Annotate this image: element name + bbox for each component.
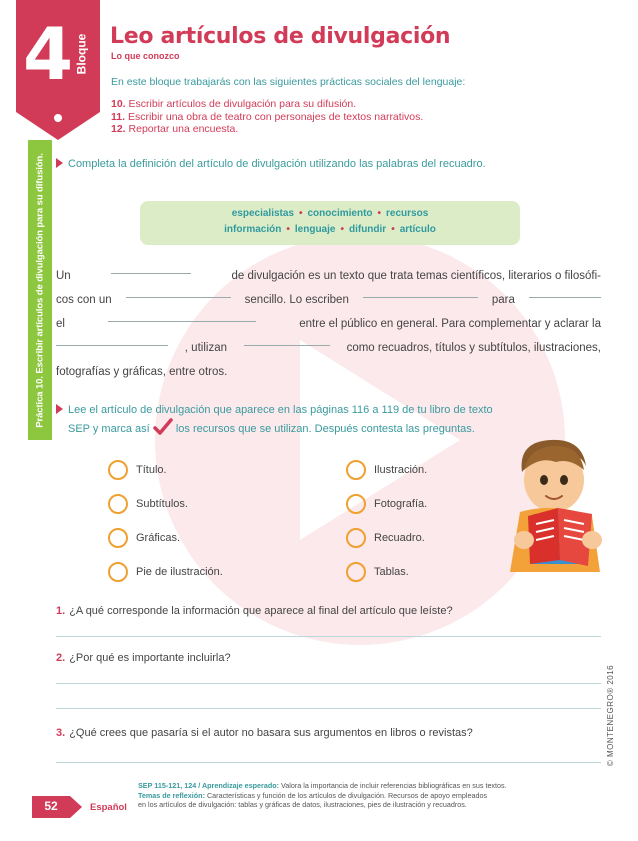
question-3: 3. ¿Qué crees que pasaría si el autor no basara sus argumentos en libros o revistas?: [56, 727, 473, 739]
checkbox-circle[interactable]: [108, 460, 128, 480]
check-option[interactable]: Pie de ilustración.: [108, 562, 223, 582]
word: recursos: [386, 208, 429, 219]
copyright-notice: © MONTENEGRO® 2016: [606, 664, 616, 766]
footer-note: SEP 115-121, 124 / Aprendizaje esperado: Valora la importancia de incluir referencias bibliográficas en sus textos. Temas de reflexión: Características y función de los artículos de divulgación. Recursos de apoyo empleados en los artículos de divulgación: tablas y gráficas de datos, ilustraciones, pies de ilustración y recuadros.: [138, 781, 507, 809]
check-option[interactable]: Recuadro.: [346, 528, 425, 548]
answer-line[interactable]: [56, 762, 601, 763]
check-option[interactable]: Título.: [108, 460, 167, 480]
blank-field[interactable]: [126, 288, 231, 298]
word: artículo: [399, 224, 436, 235]
page-title: Leo artículos de divulgación: [110, 24, 451, 49]
block-number: 4: [22, 12, 74, 96]
check-option[interactable]: Fotografía.: [346, 494, 427, 514]
blank-field[interactable]: [56, 336, 168, 346]
checkbox-circle[interactable]: [108, 528, 128, 548]
block-word: Bloque: [74, 33, 89, 75]
blank-field[interactable]: [529, 288, 601, 298]
check-option[interactable]: Subtítulos.: [108, 494, 188, 514]
checkbox-circle[interactable]: [346, 528, 366, 548]
practices-list: [111, 98, 423, 136]
checkbox-circle[interactable]: [346, 460, 366, 480]
blank-field[interactable]: [363, 288, 478, 298]
question-1: 1. ¿A qué corresponde la información que aparece al final del artículo que leíste?: [56, 605, 453, 617]
checkbox-circle[interactable]: [346, 562, 366, 582]
instruction-2: Lee el artículo de divulgación que aparece en las páginas 116 a 119 de tu libro de texto SEP y marca así los recursos que se utilizan. Después contesta las preguntas.: [56, 403, 616, 437]
page-number: 52: [44, 799, 58, 813]
word: información: [224, 224, 282, 235]
check-option[interactable]: Ilustración.: [346, 460, 427, 480]
instruction-1: Completa la definición del artículo de divulgación utilizando las palabras del recuadro.: [56, 157, 486, 172]
word: especialistas: [231, 208, 294, 219]
word-box: especialistas • conocimiento • recursos información • lenguaje • difundir • artículo: [140, 201, 520, 245]
blank-field[interactable]: [244, 336, 330, 346]
practice-item: 10. Escribir artículos de divulgación para su difusión.: [111, 98, 357, 110]
answer-line[interactable]: [56, 683, 601, 684]
checkbox-circle[interactable]: [108, 562, 128, 582]
checkmark-icon: [153, 418, 173, 436]
word: conocimiento: [307, 208, 373, 219]
subject-label: Español: [90, 802, 127, 813]
checkbox-circle[interactable]: [346, 494, 366, 514]
answer-line[interactable]: [56, 636, 601, 637]
check-option[interactable]: Tablas.: [346, 562, 409, 582]
practice-item: 12. Reportar una encuesta.: [111, 123, 239, 135]
blank-field[interactable]: [111, 264, 191, 274]
arrow-right-icon: [56, 158, 63, 168]
arrow-right-icon: [56, 404, 63, 414]
practice-item: 11. Escribir una obra de teatro con personajes de textos narrativos.: [111, 110, 424, 123]
blank-field[interactable]: [108, 312, 256, 322]
answer-line[interactable]: [56, 708, 601, 709]
cloze-paragraph: Un de divulgación es un texto que trata temas científicos, literarios o filosófi- cos con un sencillo. Lo escriben para el entre el público en general. Para complementar y aclarar la , utilizan como recuadros, títulos y subtítulos, ilustraciones, fotografías y gráficas, entre otros.: [56, 264, 601, 384]
word: lenguaje: [294, 224, 336, 235]
check-option[interactable]: Gráficas.: [108, 528, 180, 548]
word: difundir: [348, 224, 387, 235]
boy-reading-illustration: [500, 432, 610, 572]
side-label: Práctica 10. Escribir artículos de divulgación para su difusión.: [34, 152, 46, 428]
question-2: 2. ¿Por qué es importante incluirla?: [56, 652, 231, 664]
checkbox-circle[interactable]: [108, 494, 128, 514]
intro-text: En este bloque trabajarás con las siguientes prácticas sociales del lenguaje:: [111, 76, 466, 88]
page-subtitle: Lo que conozco: [111, 51, 180, 61]
